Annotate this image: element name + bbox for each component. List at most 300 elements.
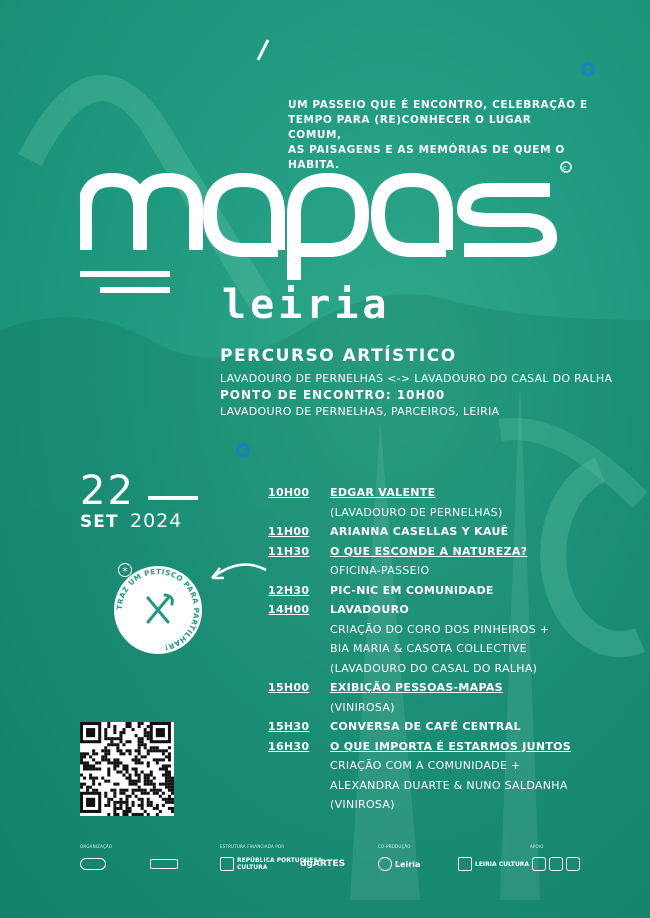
qr-module	[135, 749, 138, 752]
qr-module	[116, 783, 119, 786]
qr-module	[80, 755, 83, 758]
programme-title: O QUE ESCONDE A NATUREZA?	[330, 544, 528, 558]
qr-module	[138, 804, 141, 807]
dgartes-logo	[300, 854, 345, 874]
qr-module	[162, 804, 165, 807]
qr-module	[113, 761, 116, 764]
qr-module	[89, 764, 92, 767]
qr-module	[165, 777, 168, 780]
date-day: 22	[80, 468, 135, 514]
qr-module	[141, 722, 144, 725]
qr-module	[141, 792, 144, 795]
qr-module	[159, 767, 162, 770]
qr-module	[80, 786, 83, 789]
qr-module	[147, 780, 150, 783]
qr-module	[86, 786, 89, 789]
republica-name: REPÚBLICA PORTUGUESA	[237, 857, 323, 864]
programme-time: 15H30	[268, 720, 310, 733]
qr-module	[144, 774, 147, 777]
qr-module	[129, 725, 132, 728]
qr-module	[168, 758, 171, 761]
qr-module	[135, 789, 138, 792]
programme-time: 15H00	[268, 681, 310, 694]
qr-module	[135, 771, 138, 774]
qr-module	[107, 767, 110, 770]
qr-module	[95, 789, 98, 792]
qr-finder	[86, 728, 95, 737]
qr-module	[129, 780, 132, 783]
programme-item	[268, 740, 598, 760]
logo-city: leiria	[222, 282, 391, 328]
programme-title: EDGAR VALENTE	[330, 486, 436, 499]
qr-module	[116, 807, 119, 810]
organizer-logo	[80, 854, 106, 874]
programme-detail: (VINIROSA)	[330, 798, 395, 811]
programme-detail-row	[268, 798, 598, 818]
qr-module	[138, 786, 141, 789]
qr-module	[119, 798, 122, 801]
qr-module	[144, 731, 147, 734]
qr-module	[141, 801, 144, 804]
qr-module	[89, 777, 92, 780]
qr-module	[144, 792, 147, 795]
qr-module	[171, 780, 174, 783]
qr-module	[119, 761, 122, 764]
qr-module	[113, 813, 116, 816]
qr-module	[104, 749, 107, 752]
qr-module	[165, 798, 168, 801]
qr-module	[119, 749, 122, 752]
qr-module	[141, 740, 144, 743]
programme-item	[268, 525, 598, 545]
qr-module	[104, 804, 107, 807]
qr-module	[138, 722, 141, 725]
qr-module	[113, 810, 116, 813]
qr-module	[113, 743, 116, 746]
logo-mark: c	[563, 164, 567, 172]
programme-time: 11H30	[268, 544, 310, 558]
qr-module	[162, 792, 165, 795]
qr-module	[165, 801, 168, 804]
qr-module	[150, 783, 153, 786]
qr-module	[147, 725, 150, 728]
qr-module	[122, 789, 125, 792]
qr-module	[125, 777, 128, 780]
qr-module	[147, 761, 150, 764]
qr-module	[156, 761, 159, 764]
qr-module	[83, 777, 86, 780]
qr-module	[122, 801, 125, 804]
qr-module	[171, 786, 174, 789]
qr-module	[162, 774, 165, 777]
qr-module	[86, 767, 89, 770]
qr-module	[113, 764, 116, 767]
qr-module	[116, 749, 119, 752]
qr-module	[104, 795, 107, 798]
qr-module	[171, 783, 174, 786]
qr-module	[113, 801, 116, 804]
qr-module	[171, 801, 174, 804]
qr-module	[147, 777, 150, 780]
qr-module	[129, 777, 132, 780]
qr-module	[132, 813, 135, 816]
qr-module	[119, 789, 122, 792]
qr-module	[138, 813, 141, 816]
qr-module	[147, 783, 150, 786]
programme-detail: BIA MARIA & CASOTA COLLECTIVE	[330, 642, 527, 655]
qr-module	[89, 767, 92, 770]
qr-module	[144, 777, 147, 780]
footer-label-apoio: APOIO	[530, 844, 544, 849]
qr-module	[116, 761, 119, 764]
qr-module	[80, 761, 83, 764]
qr-module	[92, 777, 95, 780]
qr-module	[122, 792, 125, 795]
qr-module	[104, 755, 107, 758]
qr-module	[107, 813, 110, 816]
qr-code[interactable]	[80, 722, 174, 816]
qr-module	[122, 752, 125, 755]
qr-module	[107, 758, 110, 761]
qr-module	[129, 740, 132, 743]
qr-module	[147, 813, 150, 816]
qr-module	[86, 764, 89, 767]
qr-module	[125, 749, 128, 752]
qr-module	[116, 758, 119, 761]
qr-module	[135, 755, 138, 758]
qr-module	[110, 740, 113, 743]
qr-module	[119, 740, 122, 743]
qr-module	[113, 795, 116, 798]
qr-module	[110, 761, 113, 764]
qr-module	[132, 783, 135, 786]
support-logos	[532, 854, 580, 874]
qr-module	[162, 767, 165, 770]
qr-module	[150, 804, 153, 807]
qr-module	[83, 764, 86, 767]
qr-module	[132, 780, 135, 783]
qr-module	[122, 764, 125, 767]
qr-module	[141, 789, 144, 792]
qr-module	[92, 749, 95, 752]
qr-module	[153, 783, 156, 786]
qr-module	[107, 798, 110, 801]
programme-title: ARIANNA CASELLAS Y KAUÊ	[330, 525, 509, 538]
programme-detail-row	[268, 779, 598, 799]
qr-module	[132, 792, 135, 795]
qr-module	[147, 792, 150, 795]
qr-module	[138, 743, 141, 746]
qr-module	[125, 767, 128, 770]
qr-module	[138, 725, 141, 728]
qr-module	[144, 789, 147, 792]
programme-detail: CRIAÇÃO DO CORO DOS PINHEIROS +	[330, 622, 550, 636]
programme-time: 10H00	[268, 486, 310, 499]
qr-module	[165, 749, 168, 752]
qr-module	[89, 755, 92, 758]
qr-module	[107, 752, 110, 755]
qr-module	[153, 786, 156, 789]
qr-module	[129, 810, 132, 813]
qr-module	[119, 737, 122, 740]
qr-module	[150, 801, 153, 804]
qr-module	[95, 752, 98, 755]
qr-module	[156, 749, 159, 752]
programme-detail-row	[268, 506, 598, 526]
qr-module	[129, 783, 132, 786]
qr-module	[135, 774, 138, 777]
programme-detail: OFICINA-PASSEIO	[330, 564, 430, 577]
qr-module	[95, 767, 98, 770]
qr-module	[92, 767, 95, 770]
qr-module	[144, 728, 147, 731]
qr-module	[165, 767, 168, 770]
qr-module	[162, 752, 165, 755]
meeting-place: LAVADOURO DE PERNELHAS, PARCEIROS, LEIRIA	[220, 405, 500, 418]
qr-module	[171, 798, 174, 801]
partner-logo	[150, 854, 178, 874]
qr-module	[101, 755, 104, 758]
qr-module	[141, 813, 144, 816]
qr-module	[168, 807, 171, 810]
programme-item	[268, 681, 598, 701]
qr-module	[159, 758, 162, 761]
qr-module	[144, 743, 147, 746]
qr-module	[107, 801, 110, 804]
programme-time: 16H30	[268, 739, 310, 753]
programme-detail-row	[268, 662, 598, 682]
qr-module	[113, 807, 116, 810]
qr-module	[107, 771, 110, 774]
qr-module	[104, 758, 107, 761]
qr-module	[171, 777, 174, 780]
qr-module	[147, 731, 150, 734]
dgartes-name: dgARTES	[300, 858, 346, 869]
qr-module	[125, 771, 128, 774]
qr-module	[122, 813, 125, 816]
qr-module	[159, 749, 162, 752]
qr-module	[113, 737, 116, 740]
programme-title: LAVADOURO	[330, 603, 409, 616]
qr-module	[98, 783, 101, 786]
qr-module	[129, 774, 132, 777]
qr-module	[162, 749, 165, 752]
qr-module	[89, 786, 92, 789]
qr-module	[147, 752, 150, 755]
qr-module	[92, 780, 95, 783]
qr-module	[113, 804, 116, 807]
qr-module	[95, 777, 98, 780]
qr-module	[80, 783, 83, 786]
footer-label-organizacao: ORGANIZAÇÃO	[80, 844, 113, 849]
qr-module	[147, 749, 150, 752]
meeting-time: PONTO DE ENCONTRO: 10H00	[220, 388, 446, 402]
programme-title: O QUE IMPORTA É ESTARMOS JUNTOS	[330, 739, 571, 753]
qr-module	[156, 758, 159, 761]
qr-module	[171, 807, 174, 810]
qr-module	[165, 755, 168, 758]
programme	[268, 486, 598, 818]
qr-module	[171, 789, 174, 792]
qr-module	[104, 728, 107, 731]
qr-module	[135, 761, 138, 764]
programme-detail: (LAVADOURO DO CASAL DO RALHA)	[330, 661, 538, 675]
qr-module	[98, 761, 101, 764]
qr-module	[83, 761, 86, 764]
qr-module	[98, 767, 101, 770]
qr-module	[162, 798, 165, 801]
qr-module	[122, 743, 125, 746]
qr-module	[125, 798, 128, 801]
qr-module	[138, 758, 141, 761]
qr-module	[144, 746, 147, 749]
event-title: PERCURSO ARTÍSTICO	[220, 346, 457, 366]
qr-module	[107, 725, 110, 728]
qr-module	[92, 752, 95, 755]
qr-module	[125, 801, 128, 804]
qr-module	[135, 767, 138, 770]
qr-module	[129, 795, 132, 798]
qr-module	[168, 752, 171, 755]
qr-module	[150, 774, 153, 777]
qr-module	[168, 786, 171, 789]
qr-module	[153, 807, 156, 810]
qr-module	[132, 728, 135, 731]
qr-module	[119, 771, 122, 774]
qr-module	[116, 771, 119, 774]
qr-module	[104, 792, 107, 795]
qr-module	[150, 789, 153, 792]
qr-module	[92, 783, 95, 786]
qr-module	[168, 746, 171, 749]
qr-module	[101, 758, 104, 761]
asterisk-icon: *	[118, 563, 132, 577]
programme-time: 14H00	[268, 603, 310, 616]
programme-detail: ALEXANDRA DUARTE & NUNO SALDANHA	[330, 778, 568, 792]
qr-module	[168, 801, 171, 804]
qr-module	[107, 774, 110, 777]
qr-module	[171, 792, 174, 795]
qr-module	[141, 804, 144, 807]
qr-module	[122, 810, 125, 813]
qr-module	[165, 780, 168, 783]
qr-module	[156, 746, 159, 749]
qr-module	[159, 789, 162, 792]
qr-module	[119, 801, 122, 804]
qr-module	[113, 725, 116, 728]
intro-text: UM PASSEIO QUE É ENCONTRO, CELEBRAÇÃO E TEMPO PARA (RE)CONHECER O LUGAR COMUM, AS PAISAGENS E AS MEMÓRIAS DE QUEM O HABITA.	[288, 99, 588, 171]
qr-module	[132, 801, 135, 804]
qr-module	[156, 789, 159, 792]
qr-module	[162, 758, 165, 761]
qr-module	[168, 780, 171, 783]
qr-module	[138, 798, 141, 801]
qr-module	[125, 795, 128, 798]
programme-title: EXIBIÇÃO PESSOAS-MAPAS	[330, 681, 503, 694]
qr-module	[153, 777, 156, 780]
qr-module	[168, 771, 171, 774]
qr-module	[144, 755, 147, 758]
programme-detail: (LAVADOURO DE PERNELHAS)	[330, 505, 503, 519]
qr-module	[119, 752, 122, 755]
qr-module	[138, 752, 141, 755]
programme-item	[268, 545, 598, 565]
qr-module	[141, 743, 144, 746]
qr-module	[147, 801, 150, 804]
qr-module	[122, 728, 125, 731]
qr-module	[141, 755, 144, 758]
qr-module	[132, 804, 135, 807]
qr-module	[156, 807, 159, 810]
leiria-cultura-name: LEIRIA CULTURA	[475, 860, 530, 868]
qr-module	[80, 758, 83, 761]
qr-module	[168, 755, 171, 758]
qr-module	[168, 774, 171, 777]
qr-module	[147, 798, 150, 801]
qr-module	[144, 810, 147, 813]
qr-module	[132, 758, 135, 761]
qr-module	[125, 804, 128, 807]
qr-module	[135, 813, 138, 816]
programme-item	[268, 584, 598, 604]
qr-module	[159, 783, 162, 786]
qr-module	[110, 737, 113, 740]
qr-module	[138, 774, 141, 777]
qr-module	[159, 810, 162, 813]
qr-module	[138, 737, 141, 740]
qr-module	[125, 810, 128, 813]
qr-module	[119, 734, 122, 737]
qr-module	[101, 777, 104, 780]
date-month: SET	[80, 512, 119, 532]
qr-module	[168, 764, 171, 767]
qr-module	[165, 774, 168, 777]
programme-title: PIC-NIC EM COMUNIDADE	[330, 583, 494, 597]
qr-module	[147, 774, 150, 777]
qr-module	[113, 728, 116, 731]
qr-module	[110, 789, 113, 792]
qr-module	[144, 734, 147, 737]
qr-module	[147, 804, 150, 807]
qr-module	[83, 783, 86, 786]
qr-module	[113, 789, 116, 792]
qr-module	[125, 807, 128, 810]
programme-detail-row	[268, 623, 598, 643]
qr-module	[104, 734, 107, 737]
programme-detail-row	[268, 642, 598, 662]
qr-module	[119, 804, 122, 807]
qr-module	[86, 761, 89, 764]
blue-ring-icon	[236, 443, 250, 457]
qr-module	[104, 731, 107, 734]
qr-module	[153, 746, 156, 749]
qr-module	[113, 758, 116, 761]
qr-module	[168, 795, 171, 798]
qr-module	[138, 761, 141, 764]
qr-module	[119, 792, 122, 795]
qr-module	[116, 737, 119, 740]
qr-module	[113, 767, 116, 770]
qr-module	[116, 743, 119, 746]
date-dash	[148, 496, 198, 500]
qr-module	[86, 752, 89, 755]
qr-module	[83, 767, 86, 770]
qr-module	[80, 774, 83, 777]
qr-module	[119, 731, 122, 734]
qr-module	[107, 804, 110, 807]
qr-finder	[156, 728, 165, 737]
qr-module	[80, 752, 83, 755]
